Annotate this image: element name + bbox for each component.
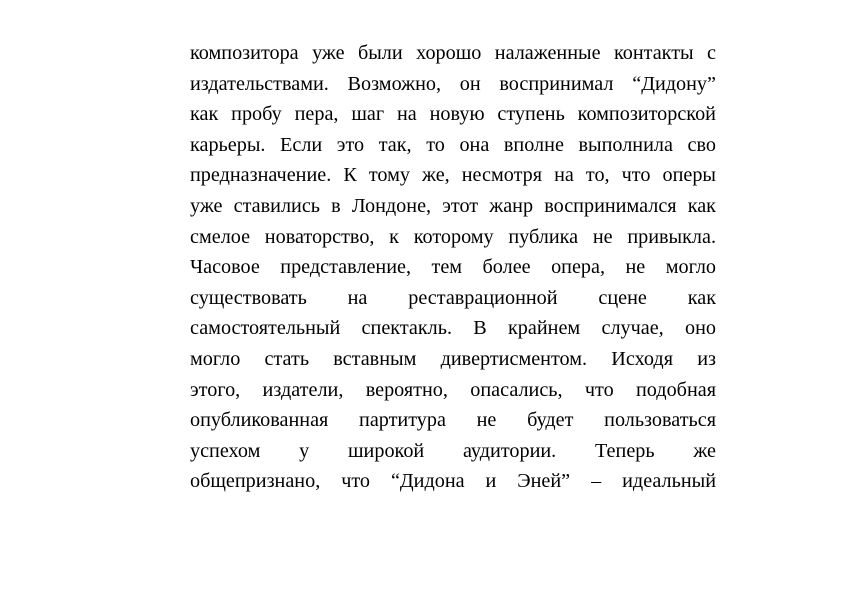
text-line: карьеры. Если это так, то она вполне выполнила сво [190,133,716,156]
text-line: этого, издатели, вероятно, опасались, что подобная [190,378,716,401]
text-line: композитора уже были хорошо налаженные контакты с [190,42,716,64]
text-line: могло стать вставным дивертисментом. Исходя из [190,347,716,370]
text-line: предназначение. К тому же, несмотря на то, что оперы [190,164,716,187]
text-line: существовать на реставрационной сцене как [190,286,716,309]
text-line: уже ставились в Лондоне, этот жанр воспринимался как [190,194,716,217]
text-line: успехом у широкой аудитории. Теперь же [190,439,716,462]
text-line: издательствами. Возможно, он воспринимал “Дидону” [190,72,716,95]
text-line: самостоятельный спектакль. В крайнем случае, оно [190,317,716,340]
text-line: как пробу пера, шаг на новую ступень композиторской [190,103,716,126]
text-line: опубликованная партитура не будет пользоваться [190,409,716,432]
text-line: общепризнано, что “Дидона и Эней” – идеальный [190,470,716,493]
text-line: Часовое представление, тем более опера, не могло [190,256,716,279]
text-line: смелое новаторство, к которому публика не привыкла. [190,225,716,248]
body-text [190,38,716,497]
